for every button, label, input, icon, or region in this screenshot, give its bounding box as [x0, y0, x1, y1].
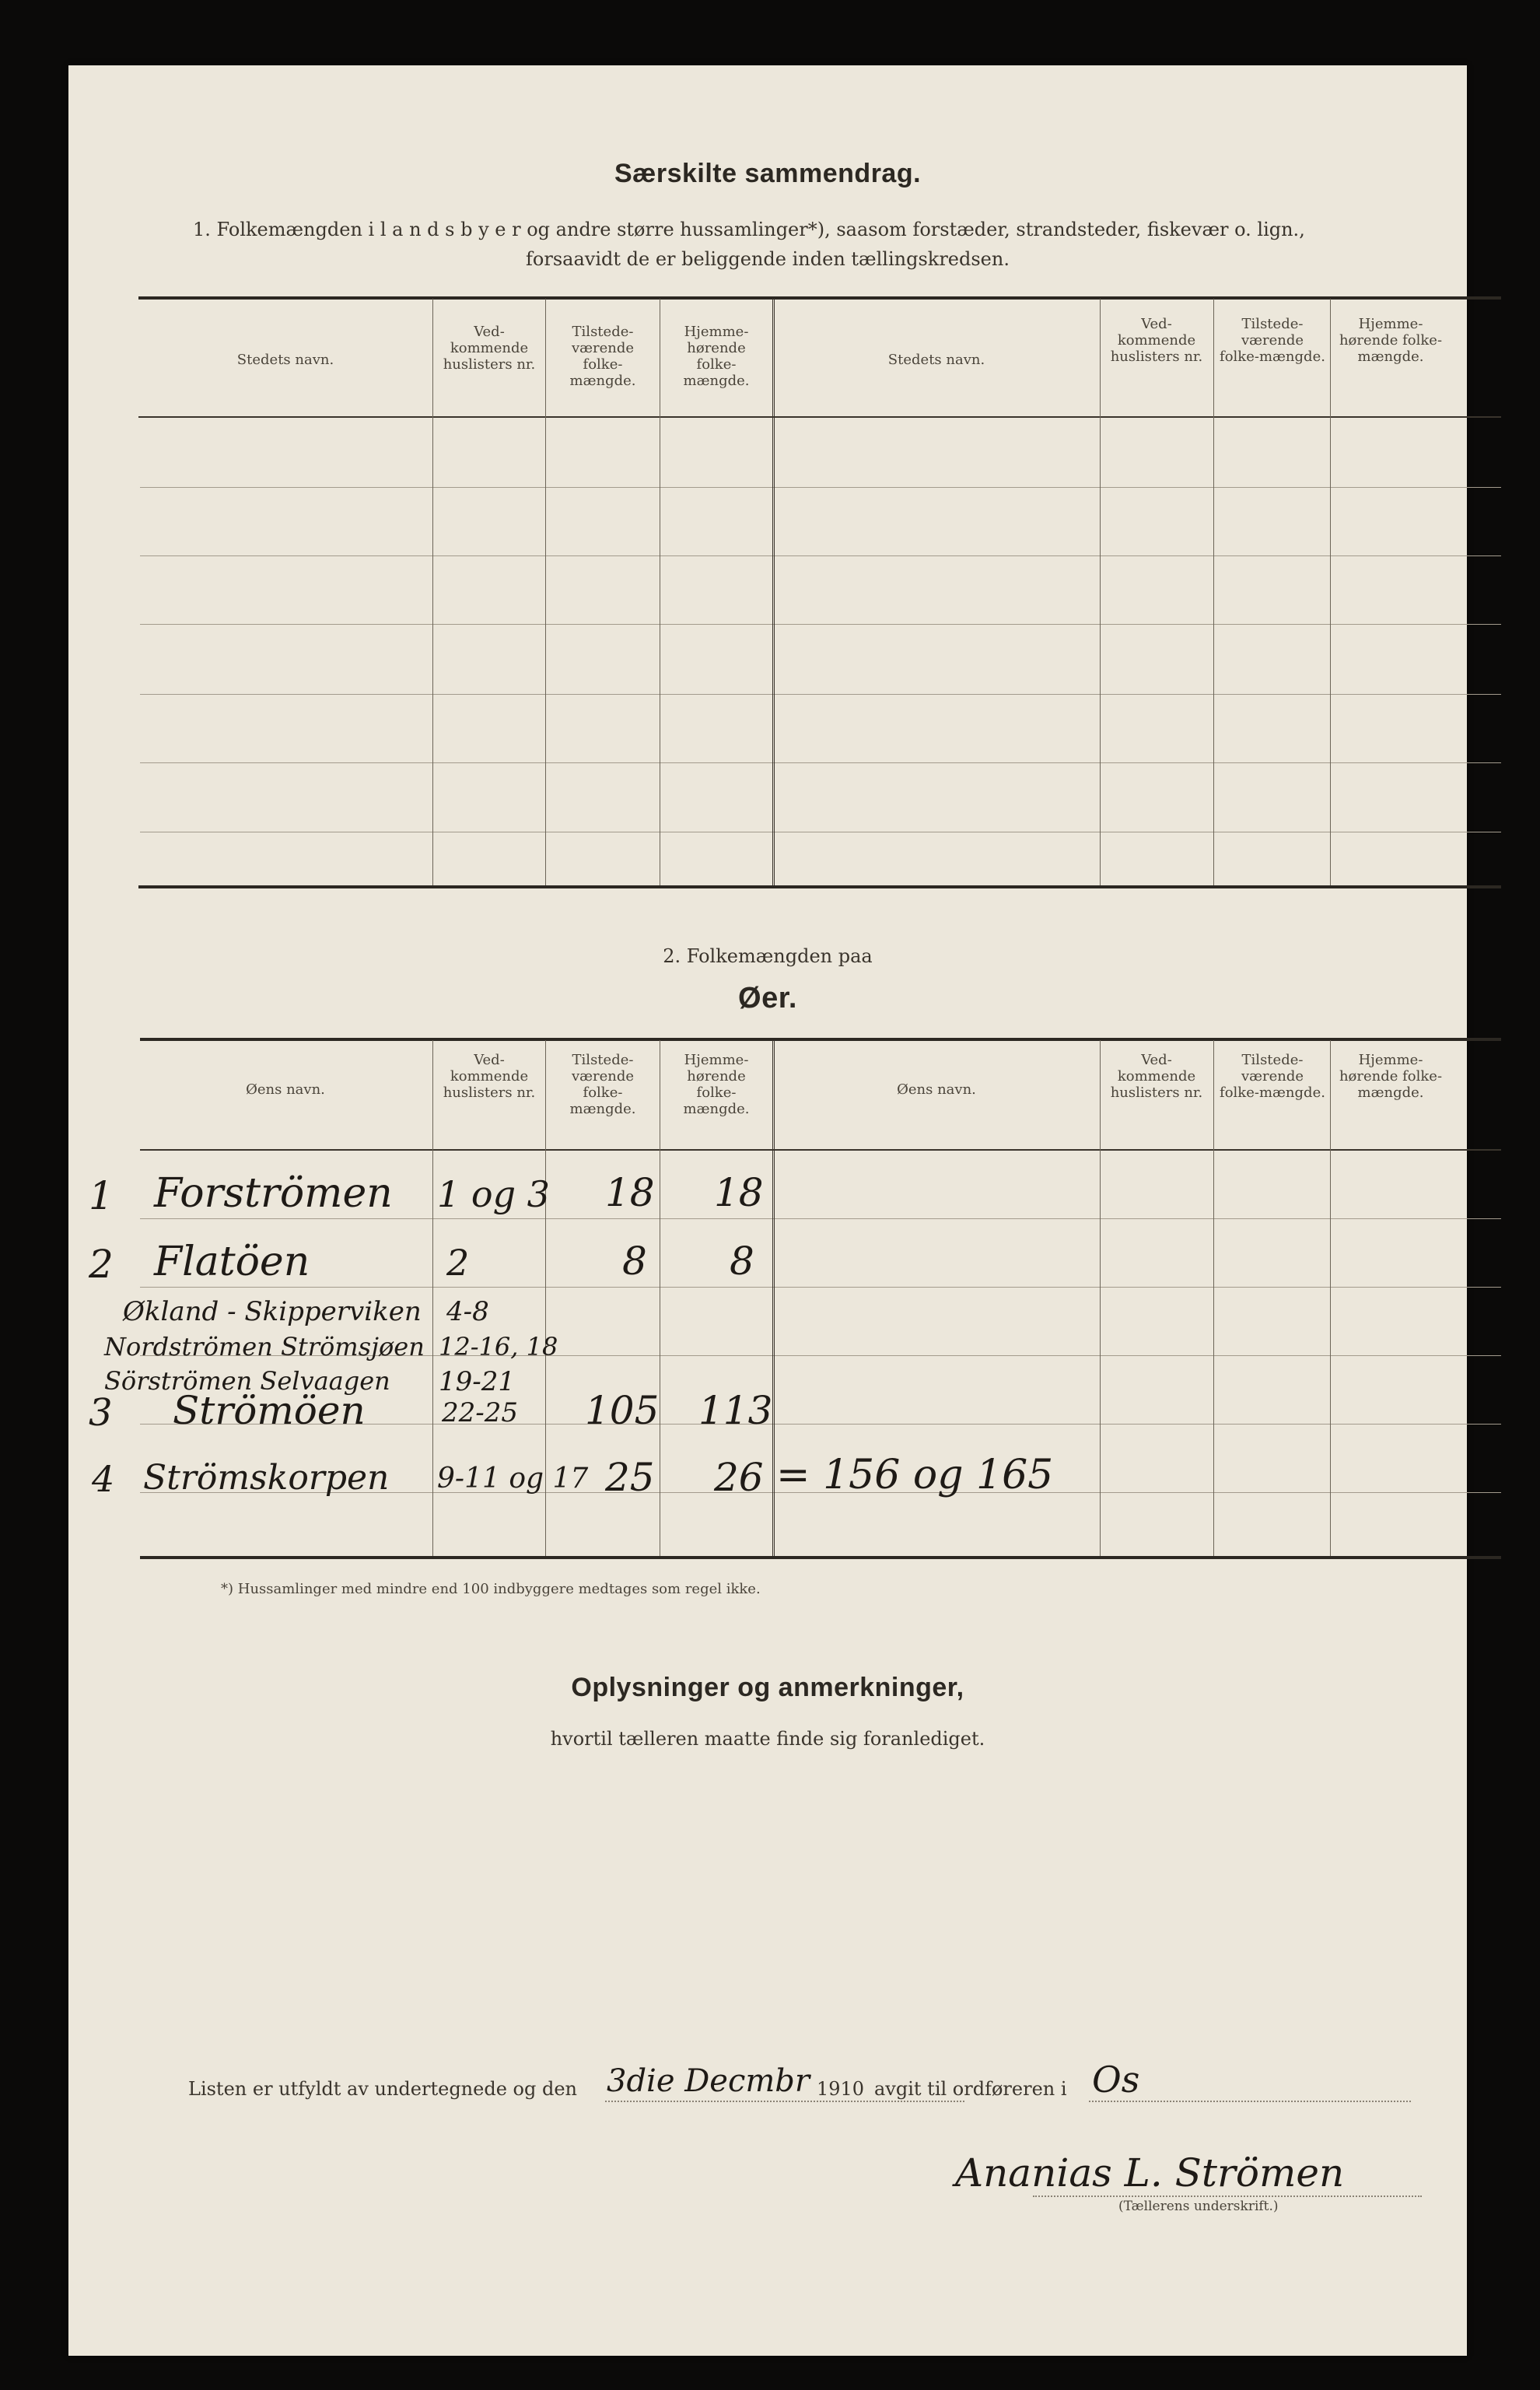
island-name: Forströmen: [154, 1170, 393, 1217]
t2-header-island: Øens navn.: [246, 1081, 325, 1098]
table2-col-rule: [1100, 1040, 1101, 1556]
table1-mid-rule: [772, 299, 775, 885]
t2-header-lists-right: Ved-kommende huslisters nr.: [1110, 1052, 1203, 1101]
list-numbers: 2: [446, 1242, 470, 1284]
list-numbers: 9-11 og 17: [437, 1463, 589, 1495]
census-form-page: [68, 65, 1467, 2356]
resident-count: 113: [698, 1388, 773, 1433]
row-number: 1: [89, 1173, 114, 1218]
t2-header-resident-right: Hjemme-hørende folke-mængde.: [1339, 1052, 1443, 1101]
table2-bottom-rule: [140, 1556, 1501, 1559]
row-number: 4: [92, 1458, 115, 1500]
table1-col-rule: [545, 299, 546, 885]
t1-header-lists-right: Ved-kommende huslisters nr.: [1110, 316, 1203, 365]
t1-header-place: Stedets navn.: [236, 352, 334, 368]
list-numbers: 22-25: [442, 1397, 519, 1428]
table2-row-rule: [140, 1218, 1501, 1219]
island-name: Flatöen: [154, 1239, 310, 1285]
table1-row-rule: [140, 694, 1501, 695]
island-name: Økland - Skipperviken: [123, 1296, 422, 1327]
island-name: Sörströmen Selvaagen: [104, 1366, 390, 1396]
table2-row-rule: [140, 1287, 1501, 1288]
table2-header-rule: [140, 1149, 1501, 1151]
table2-col-rule: [432, 1040, 433, 1556]
closing-text-b: avgit til ordføreren i: [874, 2078, 1067, 2100]
list-numbers: 12-16, 18: [439, 1332, 558, 1361]
list-numbers: 19-21: [439, 1366, 516, 1397]
place-dotted-line: [1089, 2101, 1411, 2102]
signature-label: (Tællerens underskrift.): [1118, 2199, 1279, 2214]
table1-row-rule: [140, 762, 1501, 763]
table1-row-rule: [140, 624, 1501, 625]
table1-col-rule: [1330, 299, 1331, 885]
t1-header-place-right: Stedets navn.: [887, 352, 985, 368]
remarks-title: Oplysninger og anmerkninger,: [571, 1673, 964, 1702]
t1-header-resident: Hjemme-hørende folke-mængde.: [683, 324, 750, 389]
table1-col-rule: [1213, 299, 1214, 885]
table2-col-rule: [1330, 1040, 1331, 1556]
closing-year: 1910: [817, 2078, 865, 2100]
table2-top-rule: [140, 1038, 1501, 1041]
resident-count: 8: [730, 1239, 754, 1284]
list-numbers: 4-8: [446, 1296, 489, 1327]
handwritten-date: 3die Decmbr: [607, 2063, 810, 2099]
section2-title: Øer.: [738, 982, 797, 1015]
present-count: 8: [622, 1239, 647, 1284]
t1-header-present: Tilstede-værende folke-mængde.: [569, 324, 636, 389]
island-name: Strömöen: [173, 1388, 366, 1433]
total-note: = 156 og 165: [776, 1452, 1054, 1498]
table1-row-rule: [140, 555, 1501, 556]
t1-header-lists: Ved-kommende huslisters nr.: [443, 324, 536, 373]
table1-row-rule: [140, 487, 1501, 488]
footnote: *) Hussamlinger med mindre end 100 indbyggere medtages som regel ikke.: [221, 1581, 761, 1597]
table1-col-rule: [1100, 299, 1101, 885]
row-number: 3: [89, 1391, 113, 1435]
table1-col-rule: [432, 299, 433, 885]
table1-bottom-rule: [138, 885, 1501, 888]
present-count: 25: [605, 1455, 655, 1500]
handwritten-place: Os: [1092, 2059, 1140, 2101]
list-numbers: 1 og 3: [437, 1173, 550, 1215]
remarks-subtitle: hvortil tælleren maatte finde sig foranlediget.: [550, 1728, 985, 1750]
t2-header-resident: Hjemme-hørende folke-mængde.: [683, 1052, 750, 1117]
table2-col-rule: [1213, 1040, 1214, 1556]
table1-header-rule: [138, 416, 1501, 418]
section2-intro: 2. Folkemængden paa: [663, 945, 873, 967]
island-name: Nordströmen Strömsjøen: [104, 1332, 425, 1361]
form-heading: Særskilte sammendrag.: [614, 159, 922, 188]
resident-count: 18: [714, 1170, 764, 1215]
table1-top-rule: [138, 296, 1501, 300]
present-count: 18: [605, 1170, 655, 1215]
row-number: 2: [89, 1242, 114, 1287]
closing-text-a: Listen er utfyldt av undertegnede og den: [188, 2078, 578, 2100]
section1-intro-line2: forsaavidt de er beliggende inden tællingskredsen.: [526, 248, 1010, 270]
t2-header-present-right: Tilstede-værende folke-mængde.: [1220, 1052, 1325, 1101]
present-count: 105: [585, 1388, 660, 1433]
signature: Ananias L. Strömen: [955, 2150, 1345, 2196]
signature-line: [1033, 2196, 1422, 2197]
t2-header-present: Tilstede-værende folke-mængde.: [569, 1052, 636, 1117]
t1-header-present-right: Tilstede-værende folke-mængde.: [1220, 316, 1325, 365]
section1-intro-line1: 1. Folkemængden i l a n d s b y e r og andre større hussamlinger*), saasom forstæder, strandsteder, fiskevær o. lign.,: [193, 219, 1305, 240]
island-name: Strömskorpen: [143, 1458, 390, 1498]
t2-header-lists: Ved-kommende huslisters nr.: [443, 1052, 536, 1101]
t1-header-resident-right: Hjemme-hørende folke-mængde.: [1339, 316, 1443, 365]
t2-header-island-right: Øens navn.: [897, 1081, 976, 1098]
table2-mid-rule: [772, 1040, 775, 1556]
resident-count: 26: [714, 1455, 764, 1500]
